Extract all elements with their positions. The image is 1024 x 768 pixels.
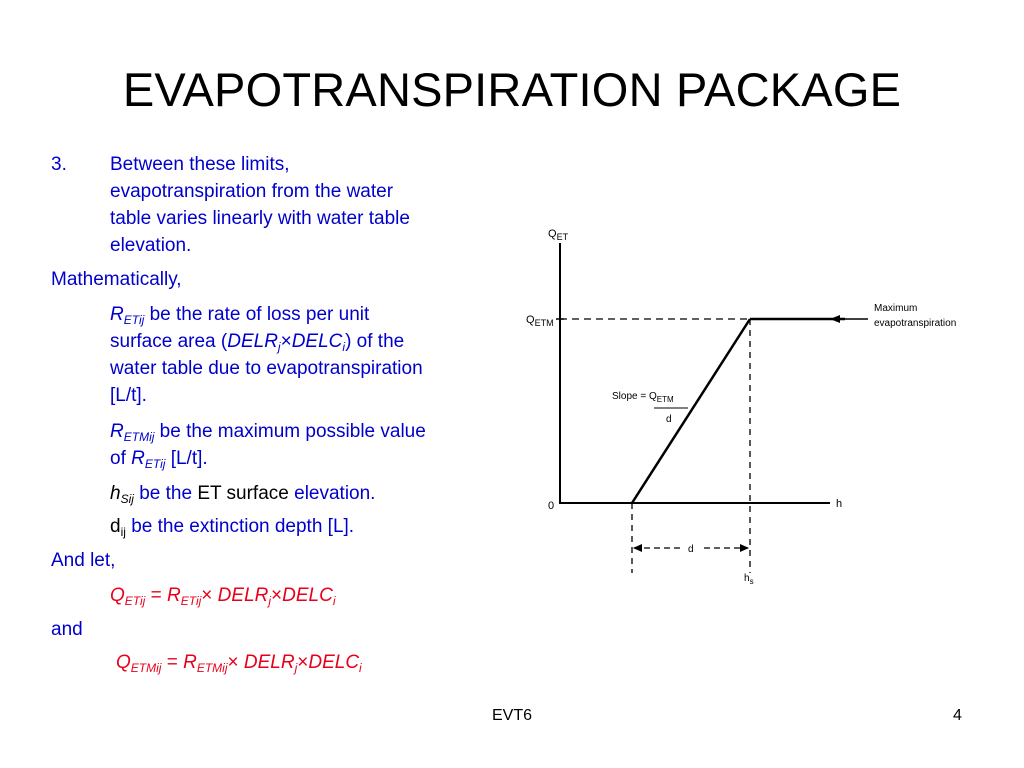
- eq2-r-sub: ETMij: [196, 661, 228, 675]
- delr-symbol: DELR: [227, 331, 278, 352]
- r-eti-definition-line-3: water table due to evapotranspiration: [110, 358, 423, 379]
- and-label: and: [51, 619, 83, 640]
- r-etm-definition-line-2: [110, 447, 208, 470]
- eq2-equals: =: [161, 652, 184, 673]
- eq2-r: R: [183, 652, 197, 673]
- eq2-times-2: ×: [297, 652, 309, 673]
- slope-denominator: d: [666, 414, 672, 425]
- r-etm-desc-1: be the maximum possible value: [154, 421, 426, 442]
- x-axis-label: h: [836, 498, 843, 510]
- eq1-times-2: ×: [271, 585, 283, 606]
- delr-subscript: j: [277, 340, 281, 354]
- eq2-q: Q: [116, 652, 131, 673]
- r-eti-desc-2b: ) of the: [345, 331, 405, 352]
- item-text-line-2: evapotranspiration from the water: [110, 181, 394, 202]
- d-arrow-left: [633, 544, 642, 552]
- h-desc-b: ET surface: [197, 483, 289, 504]
- r-etm-definition-line-1: [110, 420, 426, 443]
- d-symbol: d: [110, 516, 121, 537]
- times-symbol: ×: [280, 331, 292, 352]
- eq1-times-1: ×: [201, 585, 218, 606]
- r-etm-desc-2a: of: [110, 448, 132, 469]
- item-number: 3.: [51, 154, 67, 175]
- eq2-delr-sub: j: [294, 661, 298, 675]
- equation-q-eti: [110, 584, 336, 607]
- max-label-line-1: Maximum: [874, 303, 918, 314]
- slope-line: [632, 319, 750, 503]
- r-eti-desc-2a: surface area (: [110, 331, 228, 352]
- eq1-r: R: [167, 585, 181, 606]
- eq1-q-sub: ETij: [124, 594, 146, 608]
- eq1-delc-sub: i: [332, 594, 336, 608]
- r-eti-desc-1: be the rate of loss per unit: [144, 304, 370, 325]
- eq1-delc: DELC: [282, 585, 333, 606]
- eq2-delc: DELC: [308, 652, 360, 673]
- max-label-line-2: evapotranspiration: [874, 318, 957, 329]
- y-axis-label: $Q_{ET}$: [548, 228, 569, 242]
- item-text-line-4: elevation.: [110, 235, 192, 256]
- r-etm-ref-subscript: ETij: [144, 457, 166, 471]
- footer-label: EVT6: [491, 707, 532, 724]
- r-etm-symbol: R: [110, 421, 124, 442]
- item-text-line-3: table varies linearly with water table: [110, 208, 410, 229]
- h-desc-c: elevation.: [288, 483, 376, 504]
- page-number: 4: [953, 707, 962, 724]
- d-arrow-right: [740, 544, 749, 552]
- r-eti-definition-line-1: [110, 303, 369, 326]
- evapotranspiration-diagram: [520, 215, 970, 595]
- slope-label: Slope = $Q_{ETM}$: [612, 391, 674, 404]
- r-eti-subscript: ETij: [123, 313, 145, 327]
- eq1-r-sub: ETij: [180, 594, 202, 608]
- r-eti-definition-line-4: [L/t].: [110, 385, 147, 406]
- eq2-delc-sub: i: [359, 661, 362, 675]
- eq2-delr: DELR: [243, 652, 295, 673]
- delc-subscript: i: [342, 340, 346, 354]
- eq1-equals: =: [145, 585, 167, 606]
- item-text-line-1: Between these limits,: [110, 154, 290, 175]
- delc-symbol: DELC: [291, 331, 343, 352]
- and-let-label: And let,: [51, 550, 116, 571]
- r-etm-desc-2b: [L/t].: [165, 448, 208, 469]
- r-eti-definition-line-2: [110, 330, 404, 353]
- h-definition: [110, 482, 375, 505]
- r-etm-subscript: ETMij: [123, 430, 155, 444]
- eq1-q: Q: [110, 585, 125, 606]
- h-desc-a: be the: [133, 483, 198, 504]
- d-desc: be the extinction depth [L].: [125, 516, 355, 537]
- r-eti-symbol: R: [110, 304, 124, 325]
- eq1-delr-sub: j: [268, 594, 272, 608]
- h-symbol: h: [110, 483, 121, 504]
- mathematically-label: Mathematically,: [51, 269, 182, 290]
- slide-title: EVAPOTRANSPIRATION PACKAGE: [122, 63, 902, 116]
- hs-label: $h_s$: [744, 573, 754, 586]
- d-definition: [110, 515, 354, 538]
- eq2-q-sub: ETMij: [130, 661, 162, 675]
- qetm-label: $Q_{ETM}$: [526, 314, 554, 328]
- slide-body: [0, 0, 520, 700]
- eq1-delr: DELR: [217, 585, 269, 606]
- d-subscript: ij: [120, 525, 126, 539]
- equation-q-etm: [116, 651, 362, 674]
- r-etm-ref-symbol: R: [131, 448, 145, 469]
- h-subscript: Sij: [120, 492, 134, 506]
- d-label: d: [688, 544, 694, 555]
- origin-label: 0: [548, 500, 555, 512]
- max-arrow-head: [830, 315, 840, 323]
- eq2-times-1: ×: [227, 652, 244, 673]
